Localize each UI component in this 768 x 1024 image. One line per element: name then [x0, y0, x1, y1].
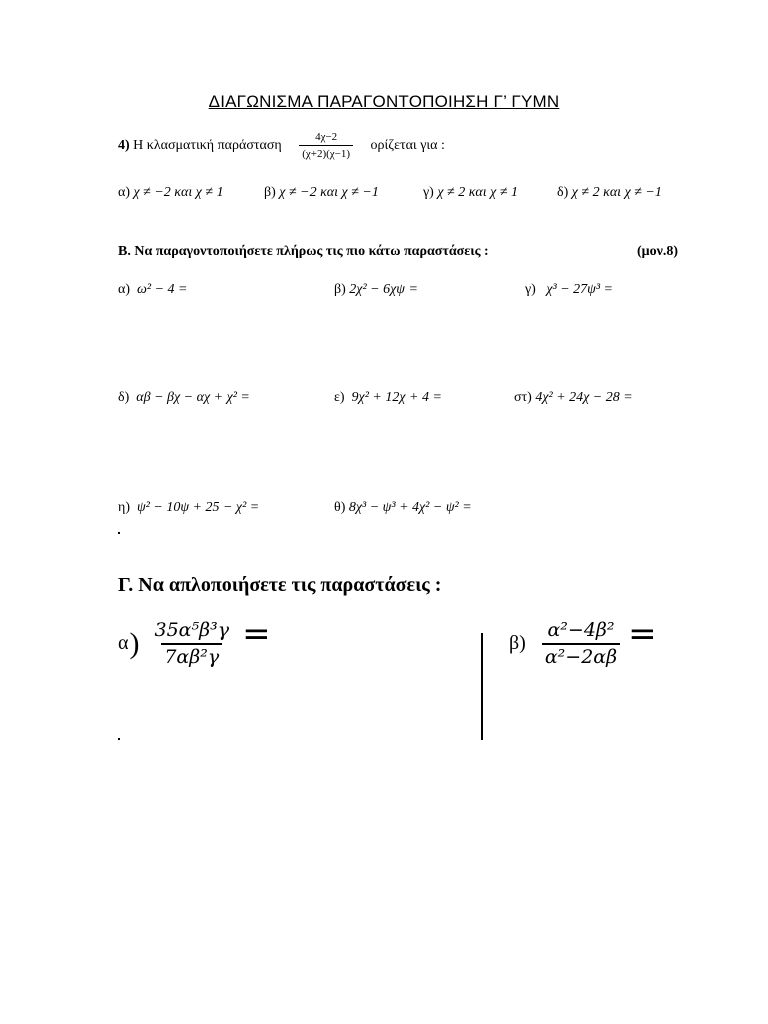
stray-dot [118, 532, 120, 534]
q4-fraction [299, 131, 353, 160]
option-label: γ) [423, 185, 434, 200]
q4-option-a [118, 185, 224, 201]
option-label: α) [118, 185, 130, 200]
question-4 [118, 131, 445, 160]
item-b [334, 282, 418, 298]
item-e [334, 390, 442, 406]
option-text: χ ≠ 2 και χ ≠ 1 [437, 185, 519, 200]
item-a [118, 282, 187, 298]
item-expression: ω² − 4 = [137, 282, 188, 297]
item-g [118, 500, 259, 516]
item-label: α [118, 632, 129, 655]
g-item-b [509, 613, 657, 668]
item-label: γ) [525, 282, 536, 297]
fraction-denominator: (χ+2)(χ−1) [299, 145, 353, 160]
item-d [118, 390, 250, 406]
item-c [525, 282, 613, 298]
item-label: η) [118, 500, 130, 515]
item-expression: 8χ³ − ψ³ + 4χ² − ψ² = [348, 500, 472, 515]
item-h [334, 500, 472, 516]
item-expression: χ³ − 27ψ³ = [546, 282, 614, 297]
item-expression: αβ − βχ − αχ + χ² = [136, 390, 250, 405]
paren-glyph: ) [129, 626, 140, 660]
fraction-numerator: α²−4β² [547, 619, 615, 641]
q4-option-c [423, 185, 518, 201]
item-label: θ) [334, 500, 346, 515]
item-expression: ψ² − 10ψ + 25 − χ² = [136, 500, 260, 515]
section-b-heading: Β. Να παραγοντοποιήσετε πλήρως τις πιο κάτω παραστάσεις : [118, 244, 489, 259]
option-label: β) [264, 185, 276, 200]
item-label: ε) [334, 390, 345, 405]
question-number: 4) [118, 137, 130, 153]
fraction-numerator: 35α⁵β³γ [154, 619, 230, 641]
fraction-numerator: 4χ−2 [315, 131, 338, 143]
item-label: β) [509, 632, 526, 655]
item-label: α) [118, 282, 130, 297]
item-expression: 9χ² + 12χ + 4 = [351, 390, 442, 405]
section-g-heading: Γ. Να απλοποιήσετε τις παραστάσεις : [118, 574, 442, 596]
option-text: χ ≠ −2 και χ ≠ 1 [133, 185, 224, 200]
equals-sign: = [628, 613, 657, 654]
g-a-fraction [151, 620, 232, 668]
page-title: ΔΙΑΓΩΝΙΣΜΑ ΠΑΡΑΓΟΝΤΟΠΟΙΗΣΗ Γ’ ΓΥΜΝ [208, 92, 560, 111]
fraction-denominator: α²−2αβ [542, 643, 620, 668]
item-expression: 4χ² + 24χ − 28 = [535, 390, 633, 405]
item-f [514, 390, 633, 406]
item-expression: 2χ² − 6χψ = [349, 282, 418, 297]
column-divider [481, 633, 483, 740]
item-label: β) [334, 282, 346, 297]
item-label: στ) [514, 390, 532, 405]
g-item-a [118, 613, 271, 668]
section-b-points: (μον.8) [637, 244, 679, 259]
question-text-after: ορίζεται για : [370, 137, 445, 153]
g-b-fraction [542, 620, 620, 668]
fraction-denominator: 7αβ²γ [161, 643, 222, 668]
item-label: δ) [118, 390, 130, 405]
q4-option-b [264, 185, 379, 201]
option-text: χ ≠ −2 και χ ≠ −1 [279, 185, 379, 200]
option-label: δ) [557, 185, 569, 200]
question-text: Η κλασματική παράσταση [133, 137, 282, 153]
stray-dot [118, 738, 120, 740]
q4-option-d [557, 185, 662, 201]
equals-sign: = [242, 613, 271, 654]
option-text: χ ≠ 2 και χ ≠ −1 [571, 185, 662, 200]
